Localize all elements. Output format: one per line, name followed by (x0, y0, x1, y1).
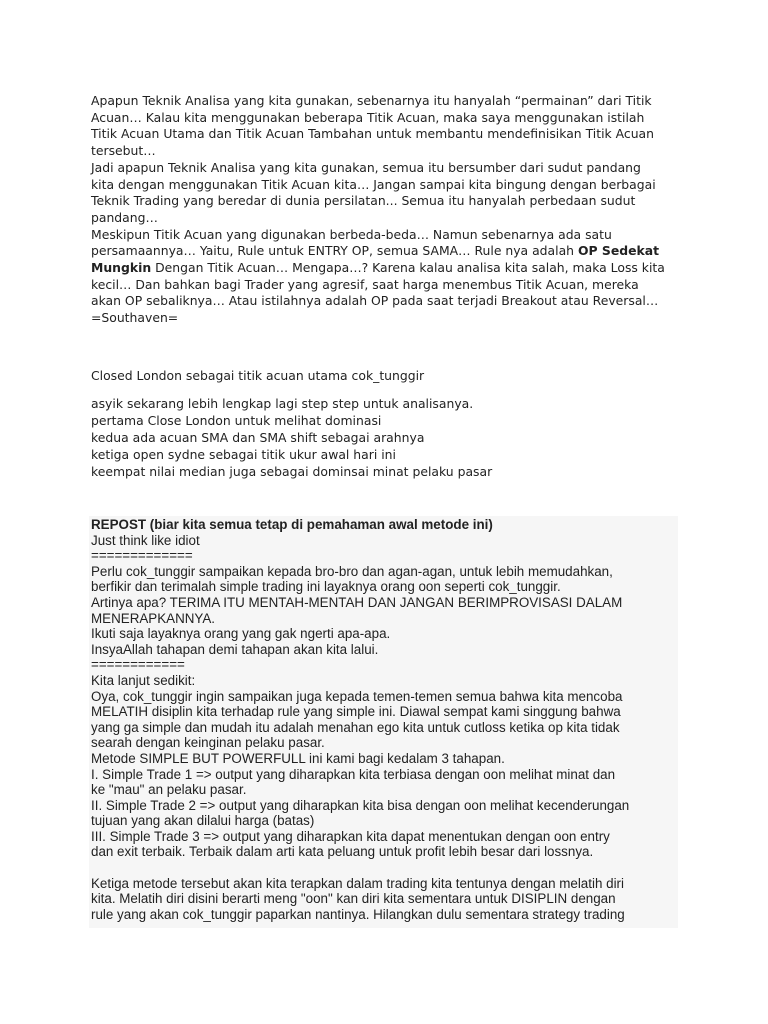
repost-line: Artinya apa? TERIMA ITU MENTAH-MENTAH DAN JANGAN BERIMPROVISASI DALAM (91, 594, 623, 610)
paragraph-line: pandang… (91, 209, 158, 225)
list-item: kedua ada acuan SMA dan SMA shift sebagai arahnya (91, 430, 425, 445)
repost-line: Kita lanjut sedikit: (91, 672, 196, 688)
paragraph-line: Apapun Teknik Analisa yang kita gunakan, sebenarnya itu hanyalah “permainan” dari Titik (91, 93, 652, 108)
paragraph-line (91, 243, 681, 260)
repost-line: tujuan yang akan dilalui harga (batas) (91, 813, 315, 829)
repost-line: MELATIH disiplin kita terhadap rule yang simple ini. Diawal sempat kami singgung bahwa (91, 704, 621, 720)
repost-line: II. Simple Trade 2 => output yang diharapkan kita bisa dengan oon melihat kecenderungan (91, 797, 630, 813)
repost-line: berfikir dan terimalah simple trading ini layaknya orang oon seperti cok_tunggir. (91, 579, 561, 595)
repost-line: ============= (91, 548, 193, 564)
repost-line: Ketiga metode tersebut akan kita terapkan dalam trading kita tentunya dengan melatih diri (91, 875, 624, 891)
repost-line: ke "mau" an pelaku pasar. (91, 782, 247, 798)
repost-line: InsyaAllah tahapan demi tahapan akan kita lalui. (91, 641, 379, 657)
paragraph-line: Meskipun Titik Acuan yang digunakan berbeda-beda… Namun sebenarnya ada satu (91, 226, 612, 242)
repost-line: dan exit terbaik. Terbaik dalam arti kata peluang untuk profit lebih besar dari lossnya. (91, 844, 594, 860)
repost-line: Oya, cok_tunggir ingin sampaikan juga kepada temen-temen semua bahwa kita mencoba (91, 688, 623, 704)
closed-london-heading (91, 368, 424, 385)
paragraph-line: Acuan… Kalau kita menggunakan beberapa Titik Acuan, maka saya menggunakan istilah (91, 109, 645, 125)
bold-emphasis: Mungkin (91, 260, 152, 276)
list-item: asyik sekarang lebih lengkap lagi step step untuk analisanya. (91, 396, 474, 411)
repost-line: Ikuti saja layaknya orang yang gak ngerti apa-apa. (91, 626, 391, 642)
intro-section (91, 93, 681, 327)
repost-line: I. Simple Trade 1 => output yang diharapkan kita terbiasa dengan oon melihat minat dan (91, 766, 616, 782)
repost-line: kita. Melatih diri disini berarti meng "oon" kan diri kita sementara untuk DISIPLIN dengan (91, 891, 616, 907)
repost-line: yang ga simple dan mudah itu adalah menahan ego kita untuk cutloss ketika op kita tidak (91, 719, 620, 735)
paragraph-line: Titik Acuan Utama dan Titik Acuan Tambahan untuk membantu mendefinisikan Titik Acuan (91, 126, 654, 142)
paragraph-line (91, 260, 681, 277)
list-item: keempat nilai median juga sebagai dominsai minat pelaku pasar (91, 464, 493, 479)
paragraph-line: tersebut… (91, 143, 156, 159)
signature-line: =Southaven= (91, 310, 179, 326)
repost-content (91, 517, 629, 922)
repost-line: Metode SIMPLE BUT POWERFULL ini kami bagi kedalam 3 tahapan. (91, 750, 505, 766)
repost-line: Perlu cok_tunggir sampaikan kepada bro-bro dan agan-agan, untuk lebih memudahkan, (91, 563, 613, 579)
paragraph-line: kecil… Dan bahkan bagi Trader yang agresif, saat harga menembus Titik Acuan, mereka (91, 276, 639, 292)
repost-line: rule yang akan cok_tunggir paparkan nantinya. Hilangkan dulu sementara strategy trading (91, 906, 625, 922)
paragraph-line: akan OP sebaliknya… Atau istilahnya adalah OP pada saat terjadi Breakout atau Reversal… (91, 293, 659, 309)
list-item: pertama Close London untuk melihat dominasi (91, 413, 382, 428)
repost-block (89, 516, 678, 928)
section-heading: Closed London sebagai titik acuan utama cok_tunggir (91, 368, 425, 383)
bold-emphasis: OP Sedekat (577, 243, 660, 259)
list-item: ketiga open sydne sebagai titik ukur awal hari ini (91, 447, 396, 462)
paragraph-line: kita dengan menggunakan Titik Acuan kita… Jangan sampai kita bingung dengan berbagai (91, 176, 656, 192)
steps-list (91, 395, 492, 480)
repost-title: REPOST (biar kita semua tetap di pemahaman awal metode ini) (91, 517, 493, 532)
paragraph-line: Jadi apapun Teknik Analisa yang kita gunakan, semua itu bersumber dari sudut pandang (91, 159, 641, 175)
line-text: persamaannya… Yaitu, Rule untuk ENTRY OP, semua SAMA… Rule nya adalah (91, 243, 578, 259)
line-text: Dengan Titik Acuan… Mengapa…? Karena kalau analisa kita salah, maka Loss kita (151, 260, 665, 276)
repost-line: MENERAPKANNYA. (91, 610, 216, 626)
repost-line: Just think like idiot (91, 532, 200, 548)
repost-line: ============ (91, 657, 185, 673)
repost-line: searah dengan keinginan pelaku pasar. (91, 735, 325, 751)
repost-line: III. Simple Trade 3 => output yang diharapkan kita dapat menentukan dengan oon entry (91, 828, 610, 844)
paragraph-gap (91, 860, 629, 876)
paragraph-line: Teknik Trading yang beredar di dunia persilatan... Semua itu hanyalah perbedaan sudut (91, 193, 636, 209)
